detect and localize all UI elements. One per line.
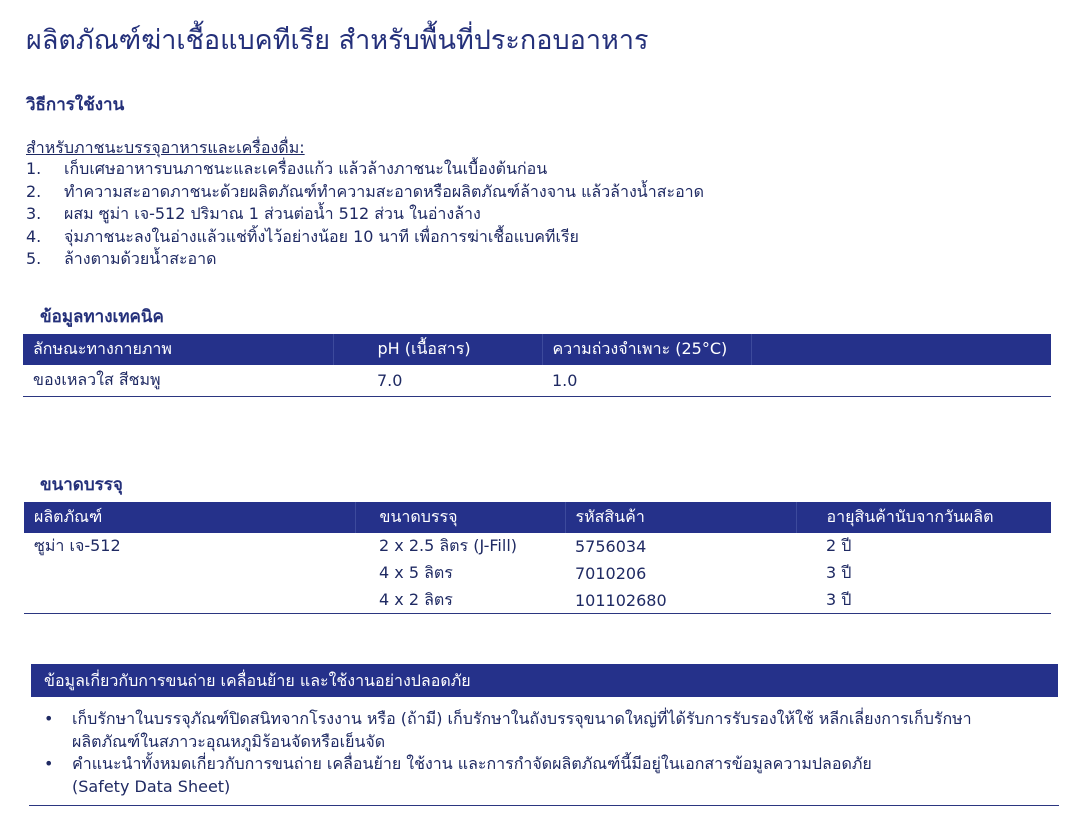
cell-specific-gravity: 1.0 [552,370,578,390]
safety-banner-title: ข้อมูลเกี่ยวกับการขนถ่าย เคลื่อนย้าย และใช้งานอย่างปลอดภัย [44,671,471,690]
cell-product [24,587,355,614]
cell-shelf-life: 3 ปี [826,563,852,582]
technical-heading: ข้อมูลทางเทคนิค [40,307,164,327]
safety-banner [31,664,1058,697]
usage-step: 1. เก็บเศษอาหารบนภาชนะและเครื่องแก้ว แล้วล้างภาชนะในเบื้องต้นก่อน [26,159,548,178]
usage-step: 2. ทำความสะอาดภาชนะด้วยผลิตภัณฑ์ทำความสะอาดหรือผลิตภัณฑ์ล้างจาน แล้วล้างน้ำสะอาด [26,181,705,201]
bullet-icon: • [44,754,54,773]
col-header-product: ผลิตภัณฑ์ [24,502,355,533]
note-line: เก็บรักษาในบรรจุภัณฑ์ปิดสนิทจากโรงงาน หรือ (ถ้ามี) เก็บรักษาในถังบรรจุขนาดใหญ่ที่ได้รับการรับรองให้ใช้ หลีกเลี่ยงการเก็บรักษา [72,709,972,728]
col-header-empty [751,334,1051,365]
table-header-row [24,502,1051,533]
col-header-product-code: รหัสสินค้า [565,502,796,533]
cell-pack-size: 4 x 5 ลิตร [379,563,453,582]
cell-pack-size: 4 x 2 ลิตร [379,590,453,609]
page-title: ผลิตภัณฑ์ฆ่าเชื้อแบคทีเรีย สำหรับพื้นที่ประกอบอาหาร [26,25,649,56]
cell-shelf-life: 2 ปี [826,536,852,555]
packaging-table [24,502,1051,614]
list-item [44,708,1054,753]
table-row [24,560,1051,587]
note-line: (Safety Data Sheet) [72,776,231,796]
cell-product-code: 101102680 [575,591,667,610]
packaging-table-bottom-rule [24,613,1051,614]
cell-empty [751,365,1051,395]
cell-appearance: ของเหลวใส สีชมพู [33,369,161,389]
usage-steps-list [26,158,704,271]
col-header-specific-gravity: ความถ่วงจำเพาะ (25°C) [542,334,751,365]
bullet-icon: • [44,709,54,728]
table-header-row [23,334,1051,365]
col-header-shelf-life: อายุสินค้านับจากวันผลิต [796,502,1051,533]
note-line: ผลิตภัณฑ์ในสภาวะอุณหภูมิร้อนจัดหรือเย็นจัด [72,731,386,751]
usage-heading: วิธีการใช้งาน [26,95,125,115]
cell-pack-size: 2 x 2.5 ลิตร (J-Fill) [379,536,518,555]
usage-subheading: สำหรับภาชนะบรรจุอาหารและเครื่องดื่ม: [26,138,305,157]
table-row [24,587,1051,614]
cell-product-code: 5756034 [575,537,647,556]
cell-shelf-life: 3 ปี [826,590,852,609]
technical-table [23,334,1051,395]
table-row [24,533,1051,560]
col-header-ph: pH (เนื้อสาร) [333,334,542,365]
note-line: คำแนะนำทั้งหมดเกี่ยวกับการขนถ่าย เคลื่อนย้าย ใช้งาน และการกำจัดผลิตภัณฑ์นี้มีอยู่ในเอกสารข้อมูลความปลอดภัย [72,754,872,773]
cell-ph: 7.0 [377,370,403,390]
cell-product [24,560,355,587]
technical-table-bottom-rule [23,396,1051,397]
cell-product: ซูม่า เจ-512 [34,536,121,555]
usage-step: 5. ล้างตามด้วยน้ำสะอาด [26,249,217,268]
usage-step: 4. จุ่มภาชนะลงในอ่างแล้วแช่ทิ้งไว้อย่างน้อย 10 นาที เพื่อการฆ่าเชื้อแบคทีเรีย [26,226,579,246]
packaging-heading: ขนาดบรรจุ [40,475,123,495]
safety-notes-list [44,708,1054,798]
table-row [23,365,1051,395]
usage-step: 3. ผสม ซูม่า เจ-512 ปริมาณ 1 ส่วนต่อน้ำ 512 ส่วน ในอ่างล้าง [26,204,481,223]
col-header-appearance: ลักษณะทางกายภาพ [23,334,333,365]
safety-bottom-rule [29,805,1059,806]
cell-product-code: 7010206 [575,564,647,583]
col-header-pack-size: ขนาดบรรจุ [355,502,565,533]
list-item [44,753,1054,798]
